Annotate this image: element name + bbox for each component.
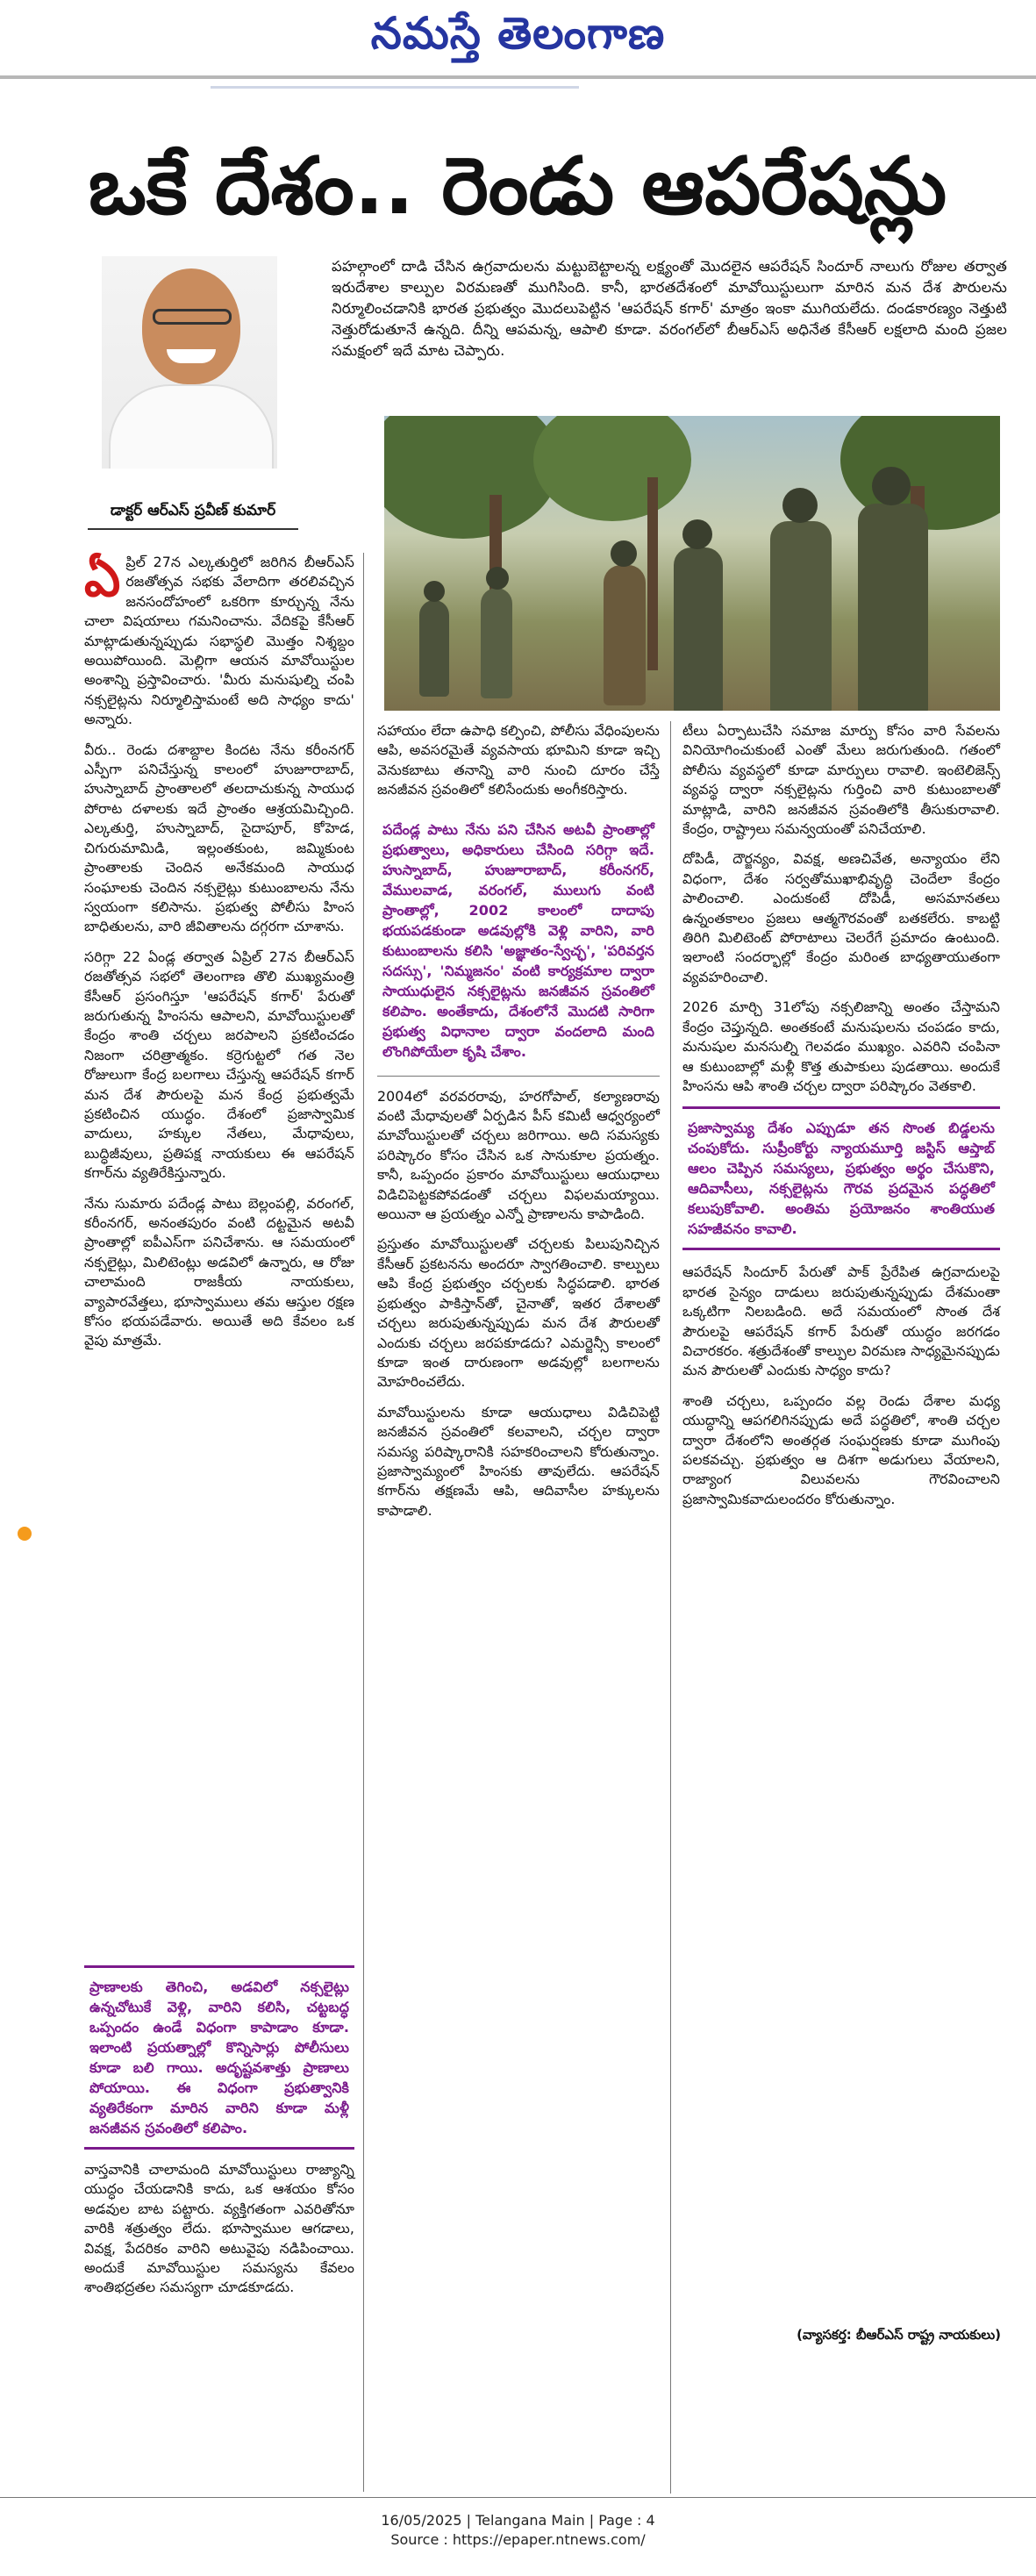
soldier-figure [674, 547, 723, 711]
page-footer [0, 2511, 1036, 2550]
soldier-helmet [486, 567, 509, 590]
article-headline: ఒకే దేశం.. రెండు ఆపరేషన్లు [88, 140, 947, 233]
soldier-helmet [782, 488, 818, 523]
soldier-figure [604, 565, 646, 705]
forest-soldiers-photo [384, 416, 1000, 711]
article-column-3 [682, 721, 1000, 1520]
paragraph: టీలు ఏర్పాటుచేసి సమాజ మార్పు కోసం వారి సేవలను వినియోగించుకుంటే ఎంతో మేలు జరుగుతుంది. గతంలో పోలీసు వ్యవస్థలో కూడా మార్పులు రావాలి. ఇంటెలిజెన్స్ వ్యవస్థ ద్వారా నక్సలైట్లను గుర్తించి వారి కుటుంబాలతో మాట్లాడి, వారిని జనజీవన స్రవంతిలోకి తీసుకురావాలి. కేంద్రం, రాష్ట్రాలు సమన్వయంతో పనిచేయాలి. [682, 722, 1000, 838]
paragraph: మావోయిస్టులను కూడా ఆయుధాలు విడిచిపెట్టి జనజీవన స్రవంతిలో కలవాలని, చర్చల ద్వారా సమస్య పరిష్కారానికి సహకరించాలని కోరుతున్నాం. ప్రజాస్వామ్యంలో హింసకు తావులేదు. ఆపరేషన్ కగార్‌ను తక్షణమే ఆపి, ఆదివాసీల హక్కులను కాపాడాలి. [377, 1403, 660, 1519]
tree-trunk [647, 477, 658, 670]
masthead-divider [0, 75, 1036, 79]
paragraph: దోపిడీ, దౌర్జన్యం, వివక్ష, అణచివేత, అన్యాయం లేని విధంగా, దేశం సర్వతోముఖాభివృద్ధి చెందేలా కేంద్రం పాలించాలి. ఎందుకంటే దోపిడీ, అసమానతలు ఉన్నంతకాలం ప్రజలు ఆత్మగౌరవంతో బతకలేరు. కాబట్టి తిరిగి మిలిటెంట్ పోరాటాలు చెలరేగే ప్రమాదం ఉంటుంది. ఇలాంటి సందర్భాల్లో కేంద్రం మరింత బాధ్యతాయుతంగా వ్యవహరించాలి. [682, 850, 1000, 985]
dropcap: ఏ [84, 548, 121, 608]
paragraph: వీరు.. రెండు దశాబ్దాల కిందట నేను కరీంనగర్ ఎస్పీగా పనిచేస్తున్న కాలంలో హుజూరాబాద్, హుస్నాబాద్ ప్రాంతాలలో తలదాచుకున్న సాయుధ పోరాట దళాలకు ఇదే ప్రాంతం ఆశ్రయమిచ్చింది. ఎల్కతుర్తి, హుస్నాబాద్, సైదాపూర్, కోహెడ, చిగురుమామిడి, ఇల్లంతకుంట, జమ్మికుంట ప్రాంతాలకు చెందిన అనేకమంది సాయుధ సంఘాలకు చెందిన నక్సలైట్లు కుటుంబాలను నేను స్వయంగా కలిసాను. ప్రభుత్వ పోలీసు హింస బాధితులను, వారి జీవితాలను దగ్గరగా చూశాను. [84, 741, 354, 935]
masthead [0, 0, 1036, 88]
section-rule [377, 1076, 660, 1077]
page-marker-dot [18, 1527, 32, 1541]
column-divider [363, 553, 364, 2492]
paragraph: సహాయం లేదా ఉపాధి కల్పించి, పోలీసు వేధింపులను ఆపి, అవసరమైతే వ్యవసాయ భూమిని కూడా ఇచ్చి వెనుకబాటు తనాన్ని వారి నుంచి దూరం చేస్తే జనజీవన స్రవంతిలో కలిసేందుకు అంగీకరిస్తారు. [377, 722, 660, 798]
column-divider [670, 721, 671, 2494]
paragraph: శాంతి చర్చలు, ఒప్పందం వల్ల రెండు దేశాల మధ్య యుద్ధాన్ని ఆపగలిగినప్పుడు అదే పద్ధతిలో, శాంతి చర్చల ద్వారా దేశంలోని అంతర్గత సంఘర్షణకు కూడా ముగింపు పలకవచ్చు. ప్రభుత్వం ఆ దిశగా అడుగులు వేయాలని, రాజ్యాంగ విలువలను గౌరవించాలని ప్రజాస్వామికవాదులందరం కోరుతున్నాం. [682, 1392, 1000, 1507]
soldier-helmet [424, 581, 445, 602]
footer-date: 16/05/2025 [381, 2512, 462, 2529]
author-smile [167, 349, 216, 363]
paragraph: ప్రస్తుతం మావోయిస్టులతో చర్చలకు పిలుపునిచ్చిన కేసీఆర్ ప్రకటనను అందరూ స్వాగతించాలి. కాల్పులు ఆపి కేంద్ర ప్రభుత్వం చర్చలకు సిద్ధపడాలి. భారత ప్రభుత్వం పాకిస్తాన్‌తో, చైనాతో, ఇతర దేశాలతో చర్చలు జరుపుతున్నప్పుడు మన దేశ పౌరులతో ఎందుకు చర్చలు జరపకూడదు? ఎమర్జెన్సీ కాలంలో కూడా ఇంత దారుణంగా అడవుల్లో బలగాలను మోహరించలేదు. [377, 1235, 660, 1391]
soldier-figure [419, 600, 449, 697]
author-glasses [153, 309, 232, 325]
soldier-figure [481, 588, 512, 698]
paragraph: 2026 మార్చి 31లోపు నక్సలిజాన్ని అంతం చేస్తామని కేంద్రం చెప్తున్నది. అంతకంటే మనుషులను చంపడం కాదు, మనుషుల మనసుల్ని గెలవడం ముఖ్యం. ఎవరిని చంపినా ఆ కుటుంబాల్లో మళ్లీ కొత్త తుపాకులు పుడతాయి. అందుకే హింసను ఆపి శాంతి చర్చల ద్వారా పరిష్కారం వెతకాలి. [682, 998, 1000, 1094]
article-intro: పహల్గాంలో దాడి చేసిన ఉగ్రవాదులను మట్టుబెట్టాలన్న లక్ష్యంతో మొదలైన ఆపరేషన్ సిందూర్ నాలుగు రోజుల తర్వాత ఇరుదేశాల కాల్పుల విరమణతో ముగిసింది. కానీ, భారతదేశంలో మావోయిస్టులుగా మారిన మన దేశ పౌరులను నిర్మూలించడానికి భారత ప్రభుత్వం మొదలుపెట్టిన 'ఆపరేషన్ కగార్' మాత్రం ఇంకా ముగియలేదు. దండకారణ్యం నెత్తుటి నెత్తురోడుతూనే ఉన్నది. దీన్ని ఆపమన్న, ఆపాలి కూడా. వరంగల్‌లో బీఆర్ఎస్ అధినేత కేసీఆర్ లక్షలాది మంది ప్రజల సమక్షంలో ఇదే మాట చెప్పారు. [332, 258, 1007, 359]
masthead-underline [211, 86, 579, 89]
soldier-helmet [682, 519, 712, 549]
author-shirt [109, 384, 274, 469]
paragraph: ఏప్రిల్ 27న ఎల్కతుర్తిలో జరిగిన బీఆర్ఎస్ రజతోత్సవ సభకు వేలాదిగా తరలివచ్చిన జనసందోహంలో ఒకరిగా కూర్చున్న నేను చాలా విషయాలు గమనించాను. వేదికపై కేసీఆర్ మాట్లాడుతున్నప్పుడు సభాస్థలి మొత్తం నిశ్శబ్దం అయిపోయింది. మెల్లిగా ఆయన మావోయిస్టుల అంశాన్ని ప్రస్తావించారు. 'మీరు మనుషుల్ని చంపి నక్సలైట్లను నిర్మూలిస్తామంటే అది సాధ్యం కాదు' అన్నారు. [84, 548, 354, 728]
soldier-figure [858, 504, 928, 711]
tree-canopy [384, 416, 560, 539]
footer-meta: 16/05/2025 | Telangana Main | Page : 4 [381, 2512, 655, 2529]
article-column-1 [84, 548, 354, 1362]
pull-quote: పదేండ్ల పాటు నేను పని చేసిన అటవీ ప్రాంతాల్లో ప్రభుత్వాలు, అధికారులు చేసింది సరిగ్గా ఇదే. హుస్నాబాద్, హుజూరాబాద్, కరీంనగర్, వేములవాడ, వరంగల్, ములుగు వంటి ప్రాంతాల్లో, 2002 కాలంలో దాదాపు భయపడకుండా అడవుల్లోకి వెళ్లి వారిని, వారి కుటుంబాలను కలిసి 'అజ్ఞాతం-స్వేచ్ఛ', 'పరివర్తన సదస్సు', 'నిమ్మజనం' వంటి కార్యక్రమాల ద్వారా సాయుధులైన నక్సలైట్లను జనజీవన స్రవంతిలో కలిపాం. అంతేకాదు, దేశంలోనే మొదటి సారిగా ప్రభుత్వ విధానాల ద్వారా వందలాది మంది లొంగిపోయేలా కృషి చేశాం. [382, 820, 654, 1060]
paragraph: వాస్తవానికి చాలామంది మావోయిస్టులు రాజ్యాన్ని యుద్ధం చేయడానికి కాదు, ఒక ఆశయం కోసం అడవుల బాట పట్టారు. వ్యక్తిగతంగా ఎవరితోనూ వారికి శత్రుత్వం లేదు. భూస్వాముల ఆగడాలు, వివక్ష, పేదరికం వారిని అటువైపు నడిపించాయి. అందుకే మావోయిస్టుల సమస్యను కేవలం శాంతిభద్రతల సమస్యగా చూడకూడదు. [84, 2161, 354, 2296]
footer-edition: Telangana Main [475, 2512, 585, 2529]
author-head [142, 268, 240, 384]
footer-source[interactable]: Source : https://epaper.ntnews.com/ [390, 2531, 646, 2548]
byline-rule [88, 528, 298, 530]
author-byline: డాక్టర్ ఆర్ఎస్ ప్రవీణ్ కుమార్ [110, 502, 276, 519]
article-column-2 [377, 721, 660, 1531]
tree-canopy [533, 416, 691, 521]
pull-quote: ప్రజాస్వామ్య దేశం ఎప్పుడూ తన సొంత బిడ్డలను చంపుకోదు. సుప్రీంకోర్టు న్యాయమూర్తి జస్టిస్ ఆప్తాబ్ ఆలం చెప్పిన సమస్యలు, ప్రభుత్వం అర్థం చేసుకొని, ఆదివాసీలు, నక్సలైట్లను గౌరవ ప్రదమైన పద్ధతిలో కలుపుకోవాలి. అంతిమ ప్రయోజనం శాంతియుత సహజీవనం కావాలి. [682, 1106, 1000, 1250]
pull-quote: ప్రాణాలకు తెగించి, అడవిలో నక్సలైట్లు ఉన్నచోటుకే వెళ్లి, వారిని కలిసి, చట్టబద్ధ ఒప్పందం ఉండే విధంగా కాపాడాం కూడా. ఇలాంటి ప్రయత్నాల్లో కొన్నిసార్లు పోలీసులు కూడా బలి గాయి. అదృష్టవశాత్తు ప్రాణాలు పోయాయి. ఈ విధంగా ప్రభుత్వానికి వ్యతిరేకంగా మారిన వారిని కూడా మళ్లీ జనజీవన స్రవంతిలో కలిపాం. [84, 1965, 354, 2150]
paragraph: 2004లో వరవరరావు, హరగోపాల్, కల్యాణరావు వంటి మేధావులతో ఏర్పడిన పీస్ కమిటీ ఆధ్వర్యంలో మావోయిస్టులతో చర్చలు జరిగాయి. అది సమస్యకు పరిష్కారం కోసం చేసిన ఒక సానుకూల ప్రయత్నం. కానీ, ఒప్పందం ప్రకారం మావోయిస్టులు ఆయుధాలు విడిచిపెట్టకపోవడంతో చర్చలు విఫలమయ్యాయి. అయినా ఆ ప్రయత్నం ఎన్నో ప్రాణాలను కాపాడింది. [377, 1087, 660, 1223]
newspaper-title: నమస్తే తెలంగాణ [370, 7, 666, 59]
soldier-figure [770, 521, 832, 711]
paragraph: సరిగ్గా 22 ఏండ్ల తర్వాత ఏప్రిల్ 27న బీఆర్ఎస్ రజతోత్సవ సభలో తెలంగాణ తొలి ముఖ్యమంత్రి కేసీఆర్ ప్రసంగిస్తూ 'ఆపరేషన్ కగార్' పేరుతో జరుగుతున్న హింసను ఆపాలని, మావోయిస్టులతో కేంద్రం శాంతి చర్చలు జరపాలని ప్రకటించడం నిజంగా చరిత్రాత్మకం. కర్రెగుట్టలో గత నెల రోజులుగా కేంద్ర బలగాలు చేస్తున్న ఆపరేషన్ కగార్ మన దేశ పౌరులపై మన కేంద్ర ప్రభుత్వమే ప్రకటించిన యుద్ధం. దేశంలో ప్రజాస్వామిక వాదులు, హక్కుల నేతలు, మేధావులు, బుద్ధిజీవులు, ప్రతిపక్ష నాయకులు ఈ ఆపరేషన్ కగార్‌ను వ్యతిరేకిస్తున్నారు. [84, 948, 354, 1182]
paragraph: ఆపరేషన్ సిందూర్ పేరుతో పాక్ ప్రేరేపిత ఉగ్రవాదులపై భారత సైన్యం దాడులు జరుపుతున్నప్పుడు దేశమంతా ఒక్కటిగా నిలబడింది. అదే సమయంలో సొంత దేశ పౌరులపై ఆపరేషన్ కగార్ పేరుతో యుద్ధం జరగడం విచారకరం. శత్రుదేశంతో కాల్పుల విరమణ సాధ్యమైనప్పుడు మన పౌరులతో ఎందుకు సాధ్యం కాదు? [682, 1263, 1000, 1379]
soldier-helmet [872, 467, 911, 505]
soldier-helmet [611, 540, 637, 567]
footer-rule [0, 2497, 1036, 2498]
footer-page: Page : 4 [598, 2512, 655, 2529]
article-column-1-end [84, 2160, 354, 2308]
author-note: (వ్యాసకర్త: బీఆర్ఎస్ రాష్ట్ర నాయకులు) [797, 2327, 1001, 2343]
author-photo [102, 256, 277, 469]
paragraph: నేను సుమారు పదేండ్ల పాటు బెల్లంపల్లి, వరంగల్, కరీంనగర్, అనంతపురం వంటి దట్టమైన అటవీ ప్రాంతాల్లో ఐపీఎస్‌గా పనిచేశాను. ఆ సమయంలో నక్సలైట్లు, మిలిటెంట్లు అడవిలో ఉన్నారు, ఆ రోజు చాలామంది రాజకీయ నాయకులు, వ్యాపారవేత్తలు, భూస్వాములు తమ ఆస్తుల రక్షణ కోసం భయపడేవారు. అయితే అది కేవలం ఒక వైపు మాత్రమే. [84, 1194, 354, 1349]
